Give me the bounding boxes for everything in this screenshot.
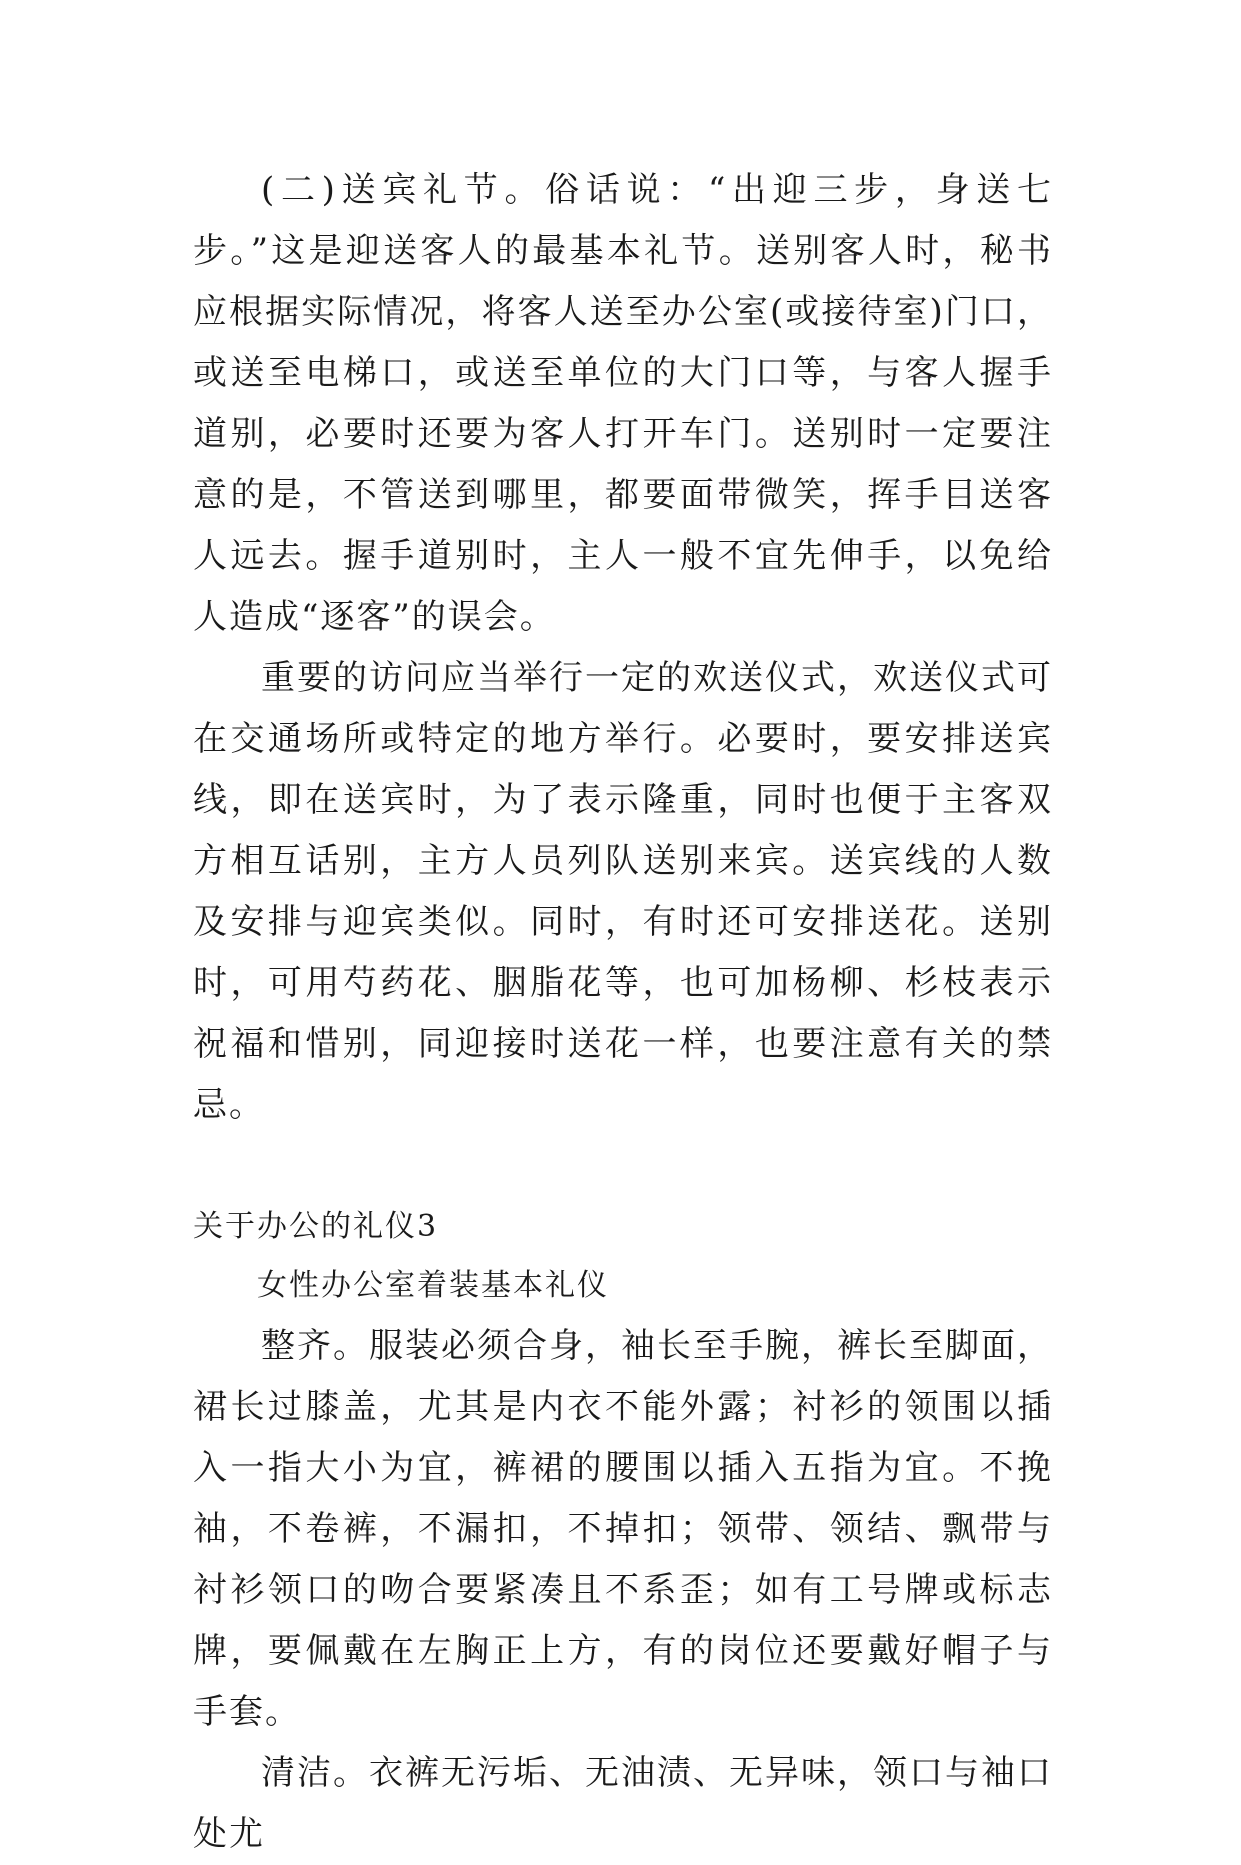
section-title: 关于办公的礼仪3 <box>193 1209 439 1244</box>
document-page <box>193 160 1053 1865</box>
paragraph-neatness: 整齐。服装必须合身，袖长至手腕，裤长至脚面，裙长过膝盖，尤其是内衣不能外露；衬衫的领围以插入一指大小为宜，裤裙的腰围以插入五指为宜。不挽袖，不卷裤，不漏扣，不掉扣；领带、领结、飘带与衬衫领口的吻合要紧凑且不系歪；如有工号牌或标志牌，要佩戴在左胸正上方，有的岗位还要戴好帽子与手套。 <box>193 1326 1053 1732</box>
paragraph-farewell-etiquette: (二)送宾礼节。俗话说：“出迎三步，身送七步。”这是迎送客人的最基本礼节。送别客人时，秘书应根据实际情况，将客人送至办公室(或接待室)门口，或送至电梯口，或送至单位的大门口等，与客人握手道别，必要时还要为客人打开车门。送别时一定要注意的是，不管送到哪里，都要面带微笑，挥手目送客人远去。握手道别时，主人一般不宜先伸手，以免给人造成“逐客”的误会。 <box>193 170 1053 637</box>
subsection-title: 女性办公室着装基本礼仪 <box>257 1268 609 1303</box>
section-spacer <box>193 1136 1053 1198</box>
paragraph-farewell-ceremony: 重要的访问应当举行一定的欢送仪式，欢送仪式可在交通场所或特定的地方举行。必要时，要安排送宾线，即在送宾时，为了表示隆重，同时也便于主客双方相互话别，主方人员列队送别来宾。送宾线的人数及安排与迎宾类似。同时，有时还可安排送花。送别时，可用芍药花、胭脂花等，也可加杨柳、杉枝表示祝福和惜别，同迎接时送花一样，也要注意有关的禁忌。 <box>193 658 1053 1125</box>
paragraph-cleanliness: 清洁。衣裤无污垢、无油渍、无异味，领口与袖口处尤 <box>193 1753 1053 1854</box>
